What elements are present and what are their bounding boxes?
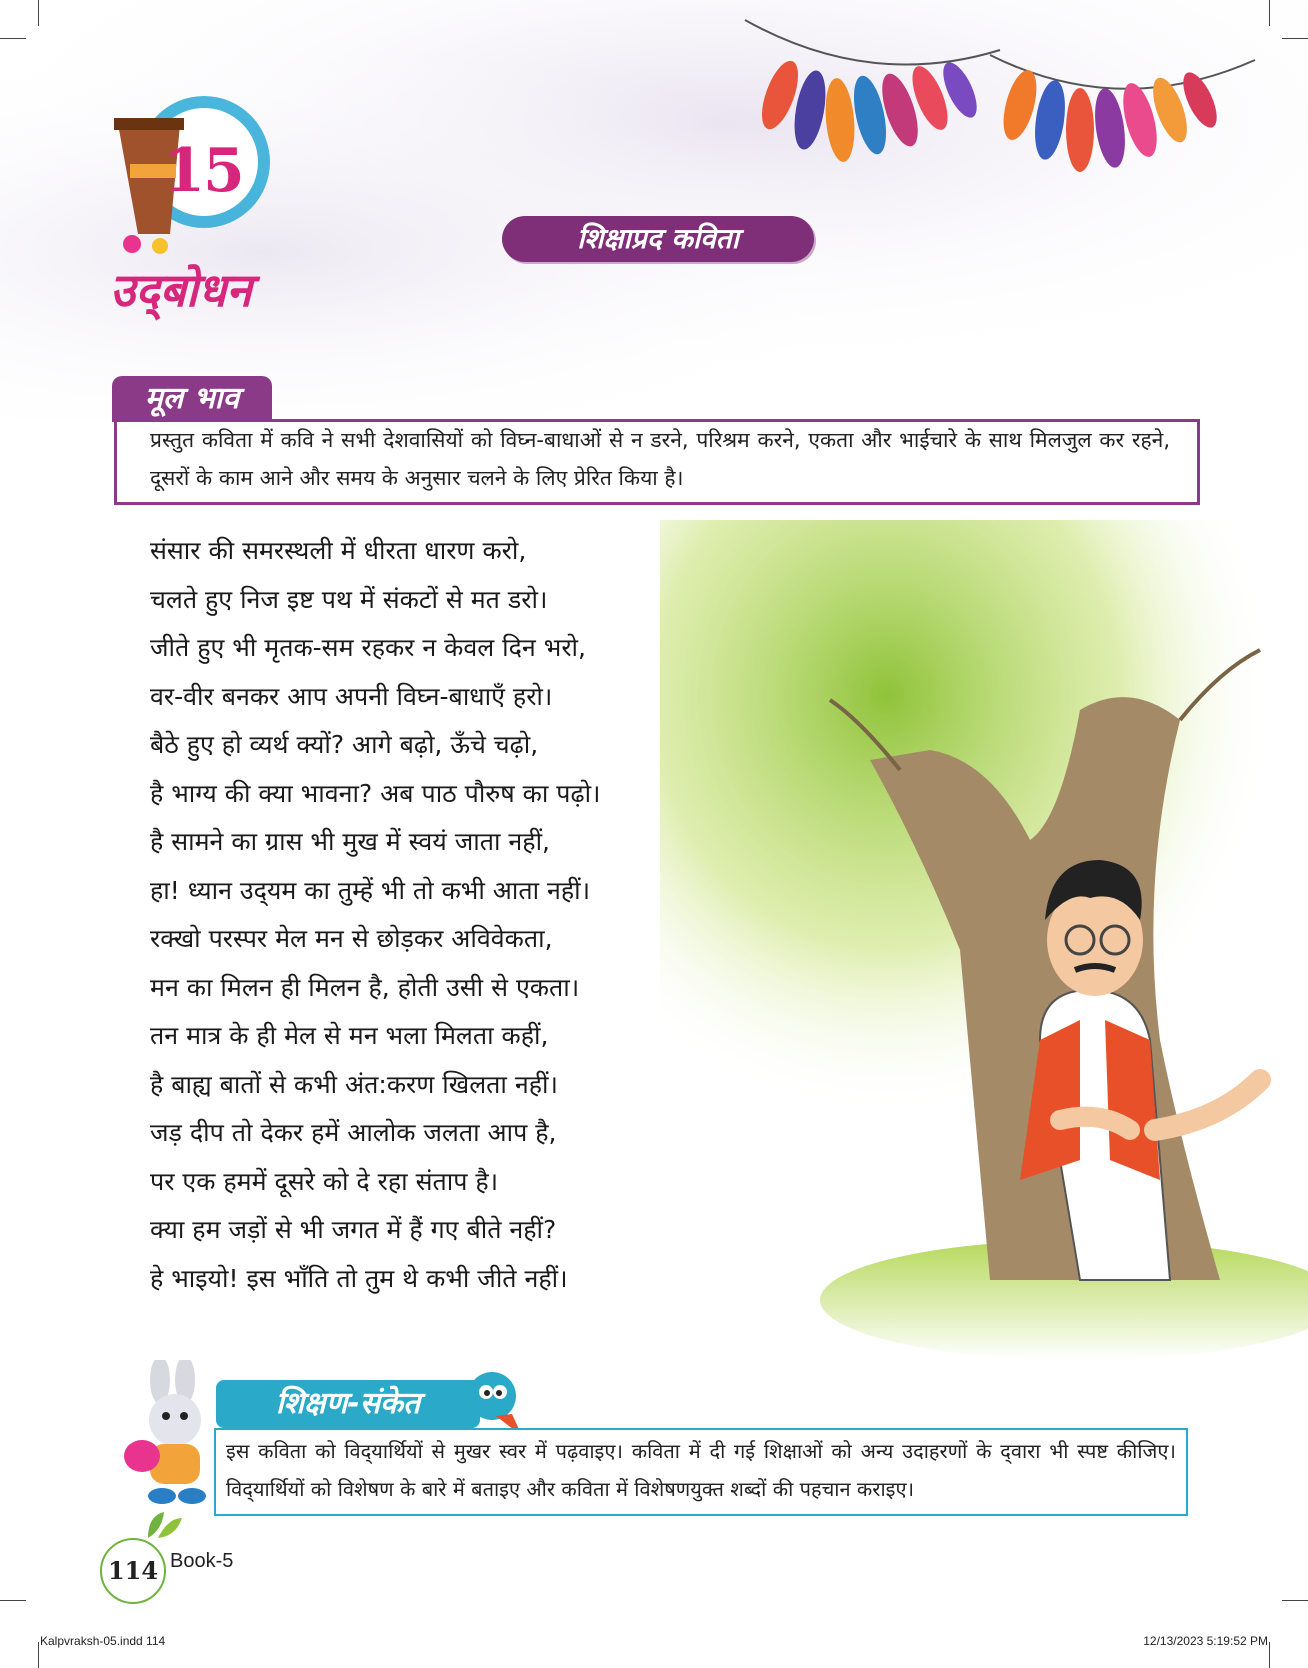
chapter-number: 15 <box>163 136 243 206</box>
print-file-label: Kalpvraksh-05.indd 114 <box>40 1634 166 1648</box>
poem-line: है भाग्य की क्या भावना? अब पाठ पौरुष का पढ़ो। <box>150 778 601 808</box>
poem-line: क्या हम जड़ों से भी जगत में हैं गए बीते नहीं? <box>150 1215 557 1244</box>
shikshan-sanket-text: इस कविता को विद्‌यार्थियों से मुखर स्वर में पढ़वाइए। कविता में दी गई शिक्षाओं को अन्य उदाहरणों के द्‌वारा भी स्पष्ट कीजिए। विद्‌यार्थियों को विशेषण के बारे में बताइए और कविता में विशेषणयुक्त शब्दों की पहचान कराइए। <box>226 1439 1176 1501</box>
poem-line: पर एक हममें दूसरे को दे रहा संताप है। <box>150 1166 499 1196</box>
leaf-icon <box>144 1508 184 1542</box>
page-number: 114 <box>107 1556 159 1585</box>
poem-line: रक्खो परस्पर मेल मन से छोड़कर अविवेकता, <box>150 924 553 953</box>
poem-line: हे भाइयो! इस भाँति तो तुम थे कभी जीते नहीं। <box>150 1263 568 1293</box>
poem-line: संसार की समरस्थली में धीरता धारण करो, <box>150 536 527 565</box>
poet-under-tree-illustration <box>660 520 1308 1380</box>
poem-line: है बाह्य बातों से कभी अंत:करण खिलता नहीं। <box>150 1069 558 1099</box>
poem-line: जीते हुए भी मृतक-सम रहकर न केवल दिन भरो, <box>150 633 586 662</box>
poem-line: जड़ दीप तो देकर हमें आलोक जलता आप है, <box>150 1118 557 1147</box>
mool-bhav-text: प्रस्तुत कविता में कवि ने सभी देशवासियों को विघ्न-बाधाओं से न डरने, परिश्रम करने, एकता और भाईचारे के साथ मिलजुल कर रहने, दूसरों के काम आने और समय के अनुसार चलने के लिए प्रेरित किया है। <box>150 428 1170 490</box>
poem-line: हा! ध्यान उद्‌यम का तुम्हें भी तो कभी आता नहीं। <box>150 875 591 905</box>
poem-line: है सामने का ग्रास भी मुख में स्वयं जाता नहीं, <box>150 827 550 856</box>
genre-label: शिक्षाप्रद कविता <box>577 222 739 255</box>
feather-garland-icon <box>740 10 1260 210</box>
poem-line: तन मात्र के ही मेल से मन भला मिलता कहीं, <box>150 1021 549 1050</box>
poem-line: चलते हुए निज इष्ट पथ में संकटों से मत डरो। <box>150 584 548 614</box>
poem-line: बैठे हुए हो व्यर्थ क्यों? आगे बढ़ो, ऊँचे चढ़ो, <box>150 730 539 759</box>
chapter-title: उद्‌बोधन <box>110 263 252 317</box>
book-label: Book-5 <box>170 1550 234 1572</box>
poem-line: वर-वीर बनकर आप अपनी विघ्न-बाधाएँ हरो। <box>150 681 553 711</box>
poem-line: मन का मिलन ही मिलन है, होती उसी से एकता। <box>150 972 580 1002</box>
shikshan-sanket-heading: शिक्षण-संकेत <box>275 1386 421 1421</box>
poem <box>150 527 710 1303</box>
print-timestamp: 12/13/2023 5:19:52 PM <box>1143 1634 1268 1648</box>
mool-bhav-heading: मूल भाव <box>144 381 240 416</box>
